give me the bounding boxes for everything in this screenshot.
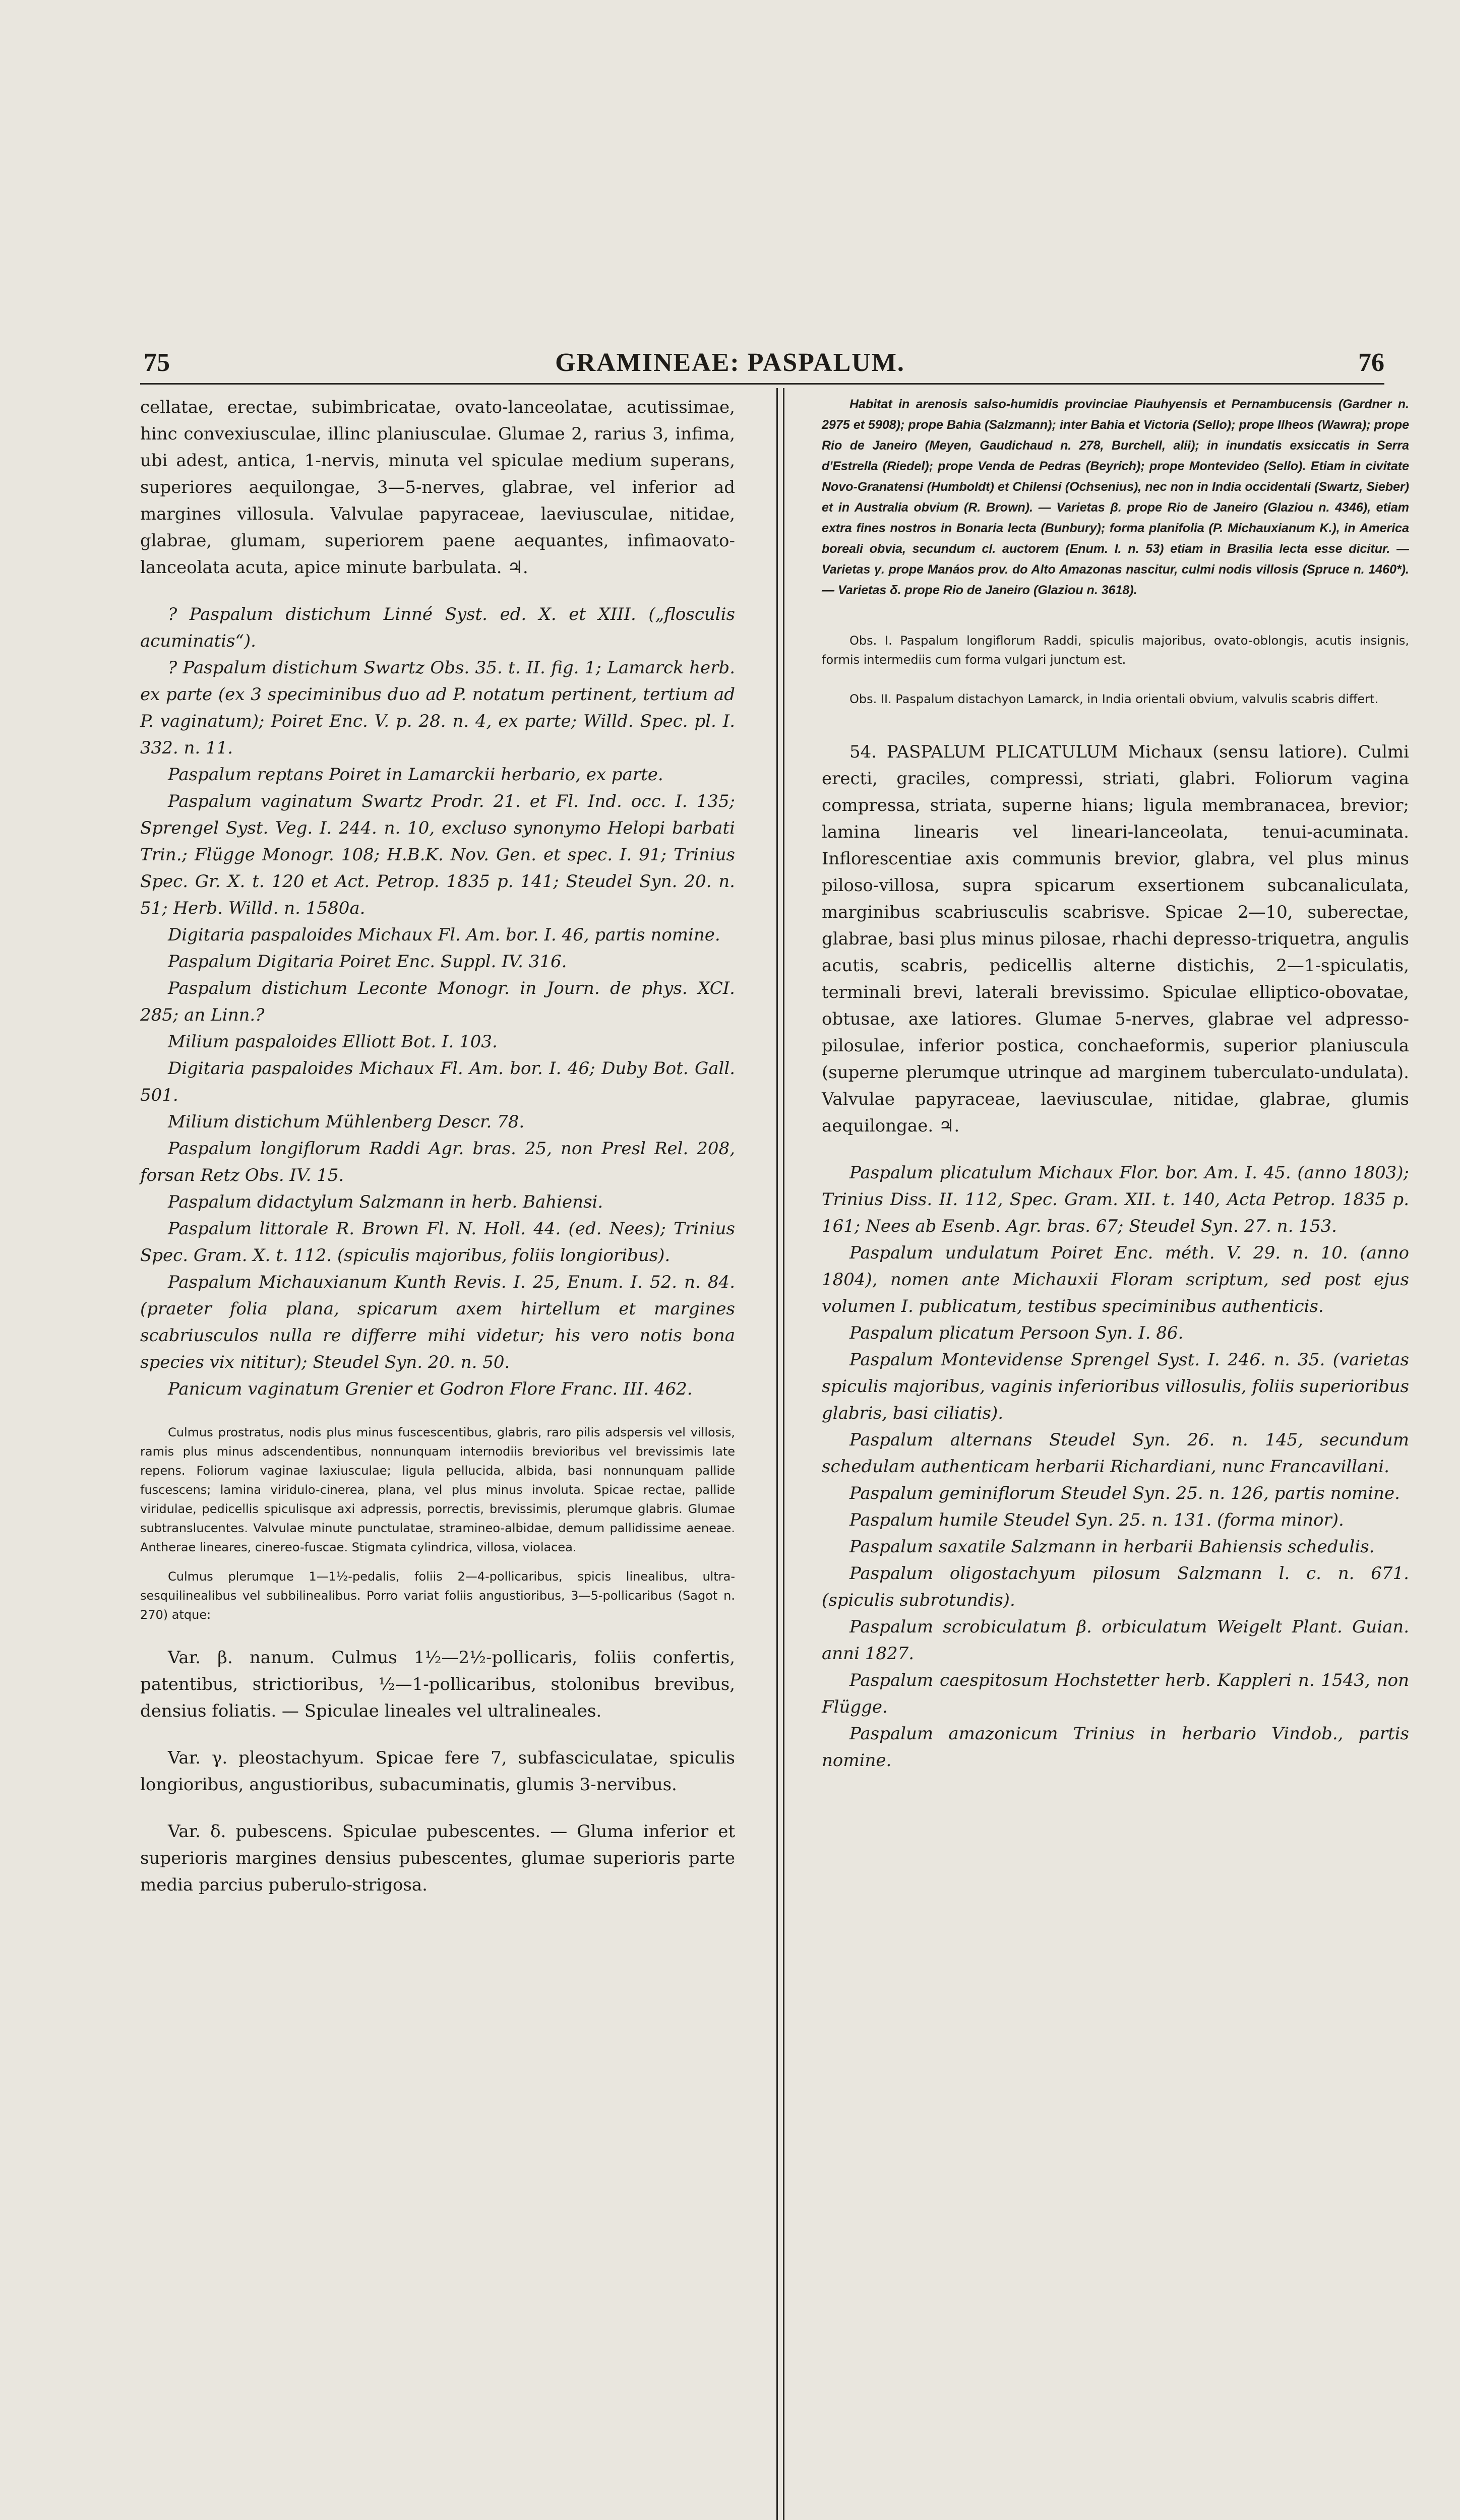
synonym: Paspalum longiflorum Raddi Agr. bras. 25, non Presl Rel. 208, forsan Retz Obs. IV. 15. [140, 1139, 735, 1185]
synonym: Paspalum undulatum Poiret Enc. méth. V. 29. n. 10. (anno 1804), nomen ante Michauxii Floram scriptum, sed post ejus volumen I. publicatum, testibus speciminibus authenticis. [822, 1243, 1409, 1316]
synonym: Milium paspaloides Elliott Bot. I. 103. [168, 1032, 498, 1052]
variety-beta: Var. β. nanum. Culmus 1½—2½-pollicaris, foliis confertis, patentibus, strictioribus, ½—1-pollicaribus, stolonibus brevibus, densius foliatis. — Spiculae lineales vel ultralineales. [140, 1648, 735, 1721]
synonym-list [140, 601, 735, 1403]
synonym: Paspalum saxatile Salzmann in herbarii Bahiensis schedulis. [849, 1537, 1375, 1557]
synonym: Paspalum didactylum Salzmann in herb. Bahiensi. [168, 1192, 603, 1212]
synonym: Paspalum plicatum Persoon Syn. I. 86. [849, 1323, 1184, 1343]
synonym: Paspalum plicatulum Michaux Flor. bor. Am. I. 45. (anno 1803); Trinius Diss. II. 112, Spec. Gram. XII. t. 140, Acta Petrop. 1835 p. 161; Nees ab Esenb. Agr. bras. 67; Steudel Syn. 27. n. 153. [822, 1163, 1409, 1236]
observation-1: Obs. I. Paspalum longiflorum Raddi, spiculis majoribus, ovato-oblongis, acutis insignis, formis intermediis cum forma vulgari junctum est. [822, 634, 1409, 667]
synonym: Digitaria paspaloides Michaux Fl. Am. bor. I. 46, partis nomine. [168, 925, 720, 945]
synonym: ? Paspalum distichum Linné Syst. ed. X. et XIII. („flosculis acuminatis“). [140, 604, 735, 651]
variety-delta: Var. δ. pubescens. Spiculae pubescentes. — Gluma inferior et superioris margines densius pubescentes, glumae superioris parte media parcius puberulo-strigosa. [140, 1821, 735, 1895]
observation-2: Obs. II. Paspalum distachyon Lamarck, in India orientali obvium, valvulis scabris differt. [849, 692, 1379, 706]
synonym: Paspalum humile Steudel Syn. 25. n. 131. (forma minor). [849, 1510, 1344, 1530]
synonym: Digitaria paspaloides Michaux Fl. Am. bor. I. 46; Duby Bot. Gall. 501. [140, 1058, 735, 1105]
measurements-small-print: Culmus plerumque 1—1½-pedalis, foliis 2—4-pollicaribus, spicis linealibus, ultra-sesquilinealibus vel subbilinealibus. Porro variat foliis angustioribus, 3—5-pollicaribus (Sagot n. 270) atque: [140, 1569, 735, 1622]
synonym: Paspalum alternans Steudel Syn. 26. n. 145, secundum schedulam authenticam herbarii Richardiani, nunc Francavillani. [822, 1430, 1409, 1477]
synonym: Paspalum Michauxianum Kunth Revis. I. 25, Enum. I. 52. n. 84. (praeter folia plana, spicarum axem hirtellum et margines scabriusculos nulla re differre mihi videtur; his vero notis bona species vix nititur); Steudel Syn. 20. n. 50. [140, 1272, 735, 1372]
synonym: Paspalum Digitaria Poiret Enc. Suppl. IV. 316. [168, 952, 567, 972]
synonym: Paspalum vaginatum Swartz Prodr. 21. et Fl. Ind. occ. I. 135; Sprengel Syst. Veg. I. 244. n. 10, excluso synonymo Helopi barbati Trin.; Flügge Monogr. 108; H.B.K. Nov. Gen. et spec. I. 91; Trinius Spec. Gr. X. t. 120 et Act. Petrop. 1835 p. 141; Steudel Syn. 20. n. 51; Herb. Willd. n. 1580a. [140, 791, 735, 918]
synonym: Panicum vaginatum Grenier et Godron Flore Franc. III. 462. [168, 1379, 693, 1399]
synonym: Milium distichum Mühlenberg Descr. 78. [168, 1112, 525, 1132]
header-rule [140, 383, 1384, 385]
synonym: Paspalum littorale R. Brown Fl. N. Holl. 44. (ed. Nees); Trinius Spec. Gram. X. t. 112. (spiculis majoribus, foliis longioribus). [140, 1219, 735, 1266]
column-rule [783, 388, 784, 2520]
variety-gamma: Var. γ. pleostachyum. Spicae fere 7, subfasciculatae, spiculis longioribus, angustioribus, subacuminatis, glumis 3-nervibus. [140, 1748, 735, 1795]
description-small-print: Culmus prostratus, nodis plus minus fuscescentibus, glabris, raro pilis adspersis vel villosis, ramis plus minus adscendentibus, nonnunquam internodiis brevioribus vel brevissimis late repens. Foliorum vaginae laxiusculae; ligula pellucida, albida, basi nonnunquam pallide fuscescens; lamina viridulo-cinerea, plana, vel plus minus involuta. Spicae rectae, pallide viridulae, pedicellis spiculisque axi adpressis, porrectis, brevissimis, plerumque glabris. Glumae subtranslucentes. Valvulae minute punctulatae, stramineo-albidae, demum pallidissime aeneae. Antherae lineares, cinereo-fuscae. Stigmata cylindrica, villosa, violacea. [140, 1425, 735, 1554]
left-column [140, 394, 735, 1899]
page-number-left: 75 [144, 348, 170, 377]
synonym: Paspalum distichum Leconte Monogr. in Journ. de phys. XCI. 285; an Linn.? [140, 978, 735, 1025]
synonym-list [822, 1160, 1409, 1774]
diagnosis-continued: cellatae, erectae, subimbricatae, ovato-lanceolatae, acutissimae, hinc convexiusculae, illinc planiusculae. Glumae 2, rarius 3, infima, ubi adest, antica, 1-nervis, minuta vel spiculae medium superans, superiores aequilongae, 3—5-nerves, glabrae, vel inferior ad margines villosula. Valvulae papyraceae, laeviusculae, nitidae, glabrae, glumam, superiorem paene aequantes, infimaovato-lanceolata acuta, apice minute barbulata. ♃. [140, 397, 735, 578]
column-rule [776, 388, 778, 2520]
page-number-right: 76 [1358, 348, 1384, 377]
synonym: Paspalum reptans Poiret in Lamarckii herbario, ex parte. [168, 765, 663, 785]
synonym: Paspalum geminiflorum Steudel Syn. 25. n. 126, partis nomine. [849, 1483, 1400, 1503]
habitat-paragraph: Habitat in arenosis salso-humidis provinciae Piauhyensis et Pernambucensis (Gardner n. 2975 et 5908); prope Bahia (Salzmann); inter Bahia et Victoria (Sello); prope Ilheos (Wawra); prope Rio de Janeiro (Meyen, Gaudichaud n. 278, Burchell, alii); in inundatis exsiccatis in Serra d'Estrella (Riedel); prope Venda de Pedras (Beyrich); prope Montevideo (Sello). Etiam in civitate Novo-Granatensi (Humboldt) et Chilensi (Ochsenius), nec non in India occidentali (Swartz, Sieber) et in Australia obvium (R. Brown). — Varietas β. prope Rio de Janeiro (Glaziou n. 4346), etiam extra fines nostros in Bonaria lecta (Bunbury); forma planifolia (P. Michauxianum K.), in America boreali obvia, secundum cl. auctorem (Enum. I. n. 53) etiam in Brasilia lecta esse dicitur. — Varietas γ. prope Manáos prov. do Alto Amazonas nascitur, culmi nodis villosis (Spruce n. 1460*). — Varietas δ. prope Rio de Janeiro (Glaziou n. 3618). [822, 397, 1409, 597]
synonym: ? Paspalum distichum Swartz Obs. 35. t. II. fig. 1; Lamarck herb. ex parte (ex 3 speciminibus duo ad P. notatum pertinent, tertium ad P. vaginatum); Poiret Enc. V. p. 28. n. 4, ex parte; Willd. Spec. pl. I. 332. n. 11. [140, 658, 735, 758]
synonym: Paspalum caespitosum Hochstetter herb. Kappleri n. 1543, non Flügge. [822, 1670, 1409, 1717]
running-head: GRAMINEAE: PASPALUM. [555, 348, 905, 377]
species-description: 54. PASPALUM PLICATULUM Michaux (sensu latiore). Culmi erecti, graciles, compressi, striati, glabri. Foliorum vagina compressa, striata, superne hians; ligula membranacea, brevior; lamina linearis vel lineari-lanceolata, tenui-acuminata. Inflorescentiae axis communis brevior, glabra, vel plus minus piloso-villosa, supra spicarum exsertionem subcanaliculata, marginibus scabriusculis scabrisve. Spicae 2—10, suberectae, glabrae, basi plus minus pilosae, rhachi depresso-triquetra, angulis acutis, scabris, pedicellis alterne distichis, 2—1-spiculatis, terminali brevi, laterali brevissimo. Spiculae elliptico-obovatae, obtusae, axe latiores. Glumae 5-nerves, glabrae vel adpresso-pilosulae, inferior postica, conchaeformis, superior planiuscula (superne plerumque utrinque ad marginem tuberculato-undulata). Valvulae papyraceae, laeviusculae, nitidae, glabrae, glumis aequilongae. ♃. [822, 742, 1409, 1136]
right-column [822, 394, 1409, 1774]
synonym: Paspalum oligostachyum pilosum Salzmann l. c. n. 671. (spiculis subrotundis). [822, 1563, 1409, 1610]
synonym: Paspalum Montevidense Sprengel Syst. I. 246. n. 35. (varietas spiculis majoribus, vaginis inferioribus villosulis, foliis superioribus glabris, basi ciliatis). [822, 1350, 1409, 1423]
synonym: Paspalum scrobiculatum β. orbiculatum Weigelt Plant. Guian. anni 1827. [822, 1617, 1409, 1664]
synonym: Paspalum amazonicum Trinius in herbario Vindob., partis nomine. [822, 1724, 1409, 1771]
